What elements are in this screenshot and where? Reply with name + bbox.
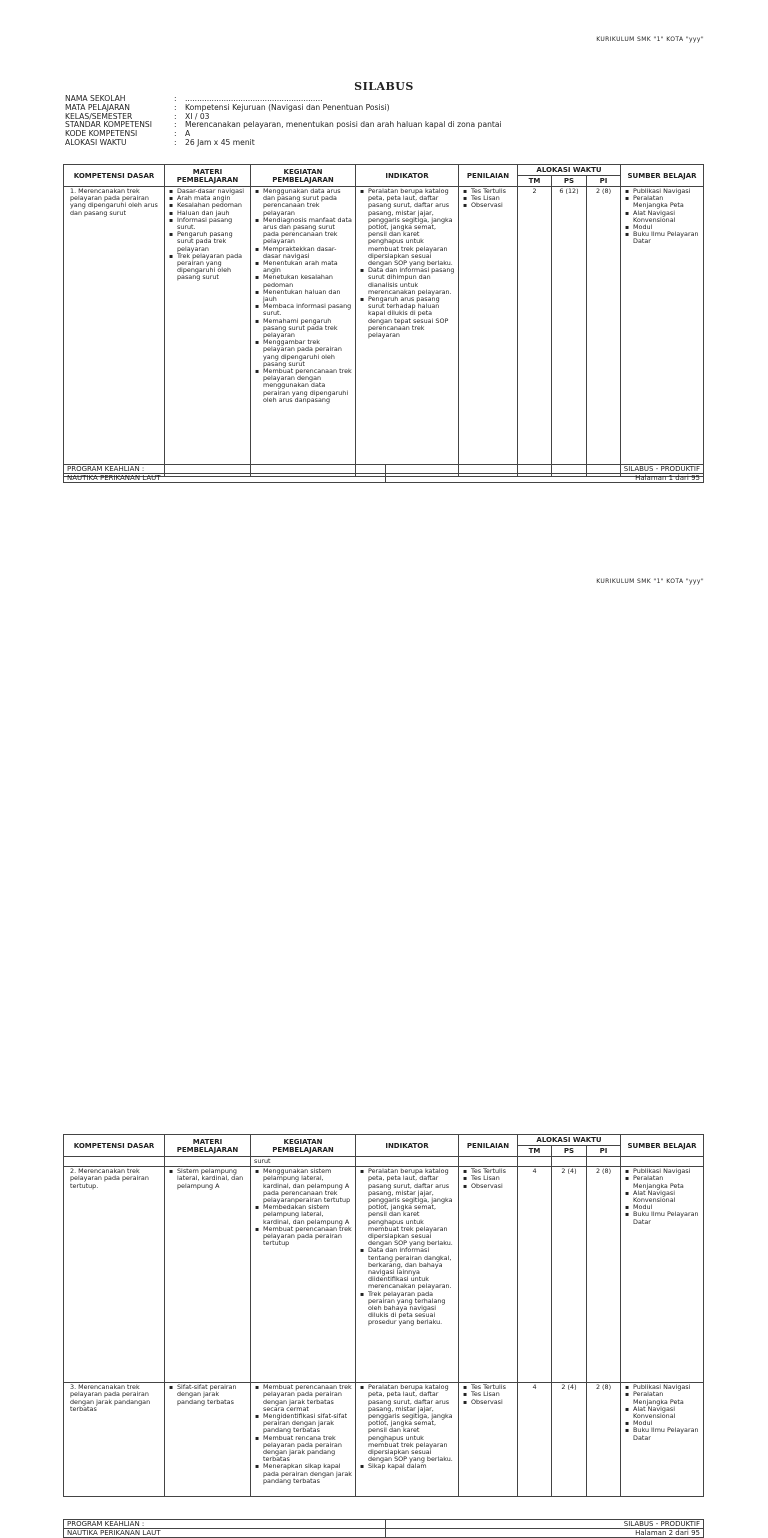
sumber-item: ▪ Modul: [633, 1420, 700, 1427]
sumber-item: ▪ Alat Navigasi Konvensional: [633, 1406, 700, 1420]
header-alokasi: ALOKASI WAKTU: [518, 165, 621, 176]
kompetensi-cell: 1. Merencanakan trek pelayaran pada perairan yang dipengaruhi oleh arus dan pasang surut: [64, 187, 165, 477]
sumber-cell: [621, 1383, 704, 1497]
kegiatan-cell: [251, 1167, 356, 1383]
tm-cell: 4: [518, 1383, 552, 1497]
sumber-item: ▪ Buku Ilmu Pelayaran Datar: [633, 1427, 700, 1441]
info-colon: :: [174, 102, 177, 112]
table-row: [64, 187, 704, 477]
info-label: ALOKASI WAKTU: [65, 137, 127, 147]
kompetensi-cell: 3. Merencanakan trek pelayaran pada perairan dengan jarak pandangan terbatas: [64, 1383, 165, 1497]
indikator-item: ▪ Peralatan berupa katalog peta, peta laut, daftar pasang surut, daftar arus pasang, mistar jajar, penggaris segitiga, jangka potlot, jangka semat, pensil dan karet penghapus untuk membuat trek pelayaran dipersiapkan sesuai dengan SOP yang berlaku.: [368, 188, 455, 267]
table-row: [64, 1383, 704, 1497]
kegiatan-item: ▪ Membuat perencanaan trek pelayaran dengan menggunakan data perairan yang dipengaruhi oleh arus danpasang: [263, 368, 352, 404]
footer-bidang: NAUTIKA PERIKANAN LAUT: [64, 474, 386, 483]
document-title: SILABUS: [354, 80, 414, 93]
materi-item: ▪ Kesalahan pedoman: [177, 202, 247, 209]
info-colon: :: [174, 129, 177, 139]
header-row: [64, 1135, 704, 1146]
indikator-cell: [356, 1167, 459, 1383]
header-sumber: SUMBER BELAJAR: [621, 165, 704, 187]
penilaian-item: ▪ Tes Tertulis: [471, 1168, 514, 1175]
kegiatan-cell: [251, 187, 356, 477]
materi-item: ▪ Informasi pasang surut.: [177, 217, 247, 231]
document-page-1: [0, 0, 768, 512]
header-alokasi: ALOKASI WAKTU: [518, 1135, 621, 1146]
indikator-item: ▪ Peralatan berupa katalog peta, peta laut, daftar pasang surut, daftar arus pasang, mistar jajar, penggaris segitiga, jangka potlot, jangka semat, pensil dan karet penghapus untuk membuat trek pelayaran dipersiapkan sesuai dengan SOP yang berlaku.: [368, 1168, 455, 1247]
footer-silabus: SILABUS - PRODUKTIF: [386, 465, 704, 474]
kegiatan-item: ▪ Menentukan haluan dan jauh: [263, 289, 352, 303]
sumber-item: ▪ Peralatan Menjangka Peta: [633, 195, 700, 209]
header-ps: PS: [552, 1146, 587, 1157]
indikator-item: ▪ Trek pelayaran pada perairan yang terhalang oleh bahaya navigasi dilukis di peta sesuai prosedur yang berlaku.: [368, 1291, 455, 1327]
indikator-item: ▪ Pengaruh arus pasang surut terhadap haluan kapal dilukis di peta dengan tepat sesuai SOP perencanaan trek pelayaran: [368, 296, 455, 339]
materi-item: ▪ Haluan dan jauh: [177, 210, 247, 217]
silabus-table-page-2: [63, 1134, 704, 1497]
kegiatan-item: ▪ Menerapkan sikap kapal pada perairan dengan jarak pandang terbatas: [263, 1463, 352, 1485]
ps-cell: 6 (12): [552, 187, 587, 477]
kegiatan-item: ▪ Mendiagnosis manfaat data arus dan pasang surut pada perencanaan trek pelayaran: [263, 217, 352, 246]
info-value: XI / 03: [185, 111, 210, 121]
sumber-item: ▪ Buku Ilmu Pelayaran Datar: [633, 1211, 700, 1225]
info-label: NAMA SEKOLAH: [65, 94, 126, 103]
materi-cell: [165, 1167, 251, 1383]
info-label: KODE KOMPETENSI: [65, 129, 138, 139]
sumber-item: ▪ Publikasi Navigasi: [633, 1384, 700, 1391]
sumber-item: ▪ Publikasi Navigasi: [633, 188, 700, 195]
materi-item: ▪ Arah mata angin: [177, 195, 247, 202]
sumber-cell: [621, 1167, 704, 1383]
kegiatan-item: ▪ Memahami pengaruh pasang surut pada trek pelayaran: [263, 318, 352, 340]
header-penilaian: PENILAIAN: [459, 165, 518, 187]
table-header: [64, 1135, 704, 1157]
info-row: [65, 130, 502, 139]
kegiatan-item: ▪ Menggambar trek pelayaran pada perairan yang dipengaruhi oleh pasang surut: [263, 339, 352, 368]
kegiatan-item: ▪ Membuat perencanaan trek pelayaran pada perairan dengan jarak terbatas secara cermat: [263, 1384, 352, 1413]
kegiatan-item: ▪ Menggunakan data arus dan pasang surut pada perencanaan trek pelayaran: [263, 188, 352, 217]
header-indikator: INDIKATOR: [356, 1135, 459, 1157]
header-penilaian: PENILAIAN: [459, 1135, 518, 1157]
pi-cell: 2 (8): [587, 187, 621, 477]
penilaian-item: ▪ Tes Lisan: [471, 1391, 514, 1398]
info-label: STANDAR KOMPETENSI: [65, 120, 152, 130]
info-value: Merencanakan pelayaran, menentukan posisi dan arah haluan kapal di zona pantai: [185, 120, 502, 130]
header-pi: PI: [587, 176, 621, 187]
info-colon: :: [174, 120, 177, 130]
header-pi: PI: [587, 1146, 621, 1157]
header-kegiatan: KEGIATAN PEMBELAJARAN: [251, 1135, 356, 1157]
sumber-item: ▪ Modul: [633, 1204, 700, 1211]
kegiatan-item: ▪ Menetukan kesalahan pedoman: [263, 274, 352, 288]
penilaian-item: ▪ Tes Tertulis: [471, 1384, 514, 1391]
footer-halaman: Halaman 1 dari 95: [386, 474, 704, 483]
kegiatan-item: ▪ Menentukan arah mata angin: [263, 260, 352, 274]
header-tm: TM: [518, 1146, 552, 1157]
info-label: KELAS/SEMESTER: [65, 111, 133, 121]
header-kegiatan: KEGIATAN PEMBELAJARAN: [251, 165, 356, 187]
penilaian-cell: [459, 1167, 518, 1383]
tm-cell: 2: [518, 187, 552, 477]
header-sumber: SUMBER BELAJAR: [621, 1135, 704, 1157]
indikator-item: ▪ Data dan informasi pasang surut dihimpun dan dianalisis untuk merencanakan pelayaran.: [368, 267, 455, 296]
indikator-item: ▪ Data dan informasi tentang perairan dangkal, berkarang, dan bahaya navigasi lainnya diidentifikasi untuk merencanakan pelayaran.: [368, 1247, 455, 1290]
pi-cell: 2 (8): [587, 1383, 621, 1497]
materi-item: ▪ Sistem pelampung lateral, kardinal, dan pelampung A: [177, 1168, 247, 1190]
footer-program: PROGRAM KEAHLIAN :: [64, 465, 386, 474]
page-footer-1: [63, 464, 704, 483]
sumber-item: ▪ Publikasi Navigasi: [633, 1168, 700, 1175]
info-colon: :: [174, 111, 177, 121]
info-label: MATA PELAJARAN: [65, 102, 130, 112]
ps-cell: 2 (4): [552, 1383, 587, 1497]
footer-program: PROGRAM KEAHLIAN :: [64, 1520, 386, 1529]
kegiatan-item: ▪ Membedakan sistem pelampung lateral, kardinal, dan pelampung A: [263, 1204, 352, 1226]
header-indikator: INDIKATOR: [356, 165, 459, 187]
penilaian-cell: [459, 187, 518, 477]
indikator-cell: [356, 1383, 459, 1497]
penilaian-item: ▪ Tes Tertulis: [471, 188, 514, 195]
materi-item: ▪ Dasar-dasar navigasi: [177, 188, 247, 195]
continued-text: surut: [251, 1157, 356, 1167]
page-header-text: KURIKULUM SMK "1" KOTA "yyy": [596, 578, 704, 585]
sumber-item: ▪ Peralatan Menjangka Peta: [633, 1175, 700, 1189]
header-materi: MATERI PEMBELAJARAN: [165, 165, 251, 187]
info-colon: :: [174, 137, 177, 147]
kegiatan-item: ▪ Membuat rencana trek pelayaran pada perairan dengan jarak pandang terbatas: [263, 1435, 352, 1464]
materi-item: ▪ Sifat-sifat perairan dengan jarak pandang terbatas: [177, 1384, 247, 1406]
materi-item: ▪ Pengaruh pasang surut pada trek pelayaran: [177, 231, 247, 253]
kegiatan-cell: [251, 1383, 356, 1497]
page-header-text: KURIKULUM SMK "1" KOTA "yyy": [596, 36, 704, 43]
kegiatan-item: ▪ Mengidentifikasi sifat-sifat perairan dengan jarak pandang terbatas: [263, 1413, 352, 1435]
indikator-cell: [356, 187, 459, 477]
silabus-table-page-1: [63, 164, 704, 477]
kompetensi-cell: 2. Merencanakan trek pelayaran pada perairan tertutup.: [64, 1167, 165, 1383]
footer-silabus: SILABUS - PRODUKTIF: [386, 1520, 704, 1529]
penilaian-item: ▪ Tes Lisan: [471, 195, 514, 202]
materi-cell: [165, 187, 251, 477]
indikator-item: ▪ Sikap kapal dalam: [368, 1463, 455, 1470]
header-materi: MATERI PEMBELAJARAN: [165, 1135, 251, 1157]
sumber-item: ▪ Modul: [633, 224, 700, 231]
header-ps: PS: [552, 176, 587, 187]
ps-cell: 2 (4): [552, 1167, 587, 1383]
kegiatan-item: ▪ Membuat perencanaan trek pelayaran pada perairan tertutup: [263, 1226, 352, 1248]
sumber-item: ▪ Alat Navigasi Konvensional: [633, 1190, 700, 1204]
info-block: [65, 95, 502, 148]
sumber-item: ▪ Alat Navigasi Konvensional: [633, 210, 700, 224]
document-page-2: [0, 512, 768, 1537]
info-value: A: [185, 129, 191, 139]
materi-item: ▪ Trek pelayaran pada perairan yang dipengaruhi oleh pasang surut: [177, 253, 247, 282]
header-kompetensi: KOMPETENSI DASAR: [64, 165, 165, 187]
materi-cell: [165, 1383, 251, 1497]
kegiatan-item: ▪ Mempraktekkan dasar-dasar navigasi: [263, 246, 352, 260]
tm-cell: 4: [518, 1167, 552, 1383]
kegiatan-item: ▪ Menggunakan sistem pelampung lateral, kardinal, dan pelampung A pada perencanaan trek pelayaranperairan tertutup: [263, 1168, 352, 1204]
footer-bidang: NAUTIKA PERIKANAN LAUT: [64, 1529, 386, 1538]
penilaian-item: ▪ Observasi: [471, 202, 514, 209]
table-body: [64, 187, 704, 477]
info-colon: :: [174, 94, 177, 103]
info-row: [65, 139, 502, 148]
table-body: [64, 1157, 704, 1497]
sumber-item: ▪ Buku Ilmu Pelayaran Datar: [633, 231, 700, 245]
info-value: 26 Jam x 45 menit: [185, 137, 255, 147]
sumber-cell: [621, 187, 704, 477]
page-footer-2: [63, 1519, 704, 1538]
info-value: .........................................................: [185, 94, 323, 103]
penilaian-cell: [459, 1383, 518, 1497]
penilaian-item: ▪ Observasi: [471, 1399, 514, 1406]
info-value: Kompetensi Kejuruan (Navigasi dan Penentuan Posisi): [185, 102, 390, 112]
sumber-item: ▪ Peralatan Menjangka Peta: [633, 1391, 700, 1405]
continuation-row: [64, 1157, 704, 1167]
kegiatan-item: ▪ Membaca informasi pasang surut.: [263, 303, 352, 317]
header-kompetensi: KOMPETENSI DASAR: [64, 1135, 165, 1157]
penilaian-item: ▪ Observasi: [471, 1183, 514, 1190]
penilaian-item: ▪ Tes Lisan: [471, 1175, 514, 1182]
indikator-item: ▪ Peralatan berupa katalog peta, peta laut, daftar pasang surut, daftar arus pasang, mistar jajar, penggaris segitiga, jangka potlot, jangka semat, pensil dan karet penghapus untuk membuat trek pelayaran dipersiapkan sesuai dengan SOP yang berlaku.: [368, 1384, 455, 1463]
header-tm: TM: [518, 176, 552, 187]
footer-halaman: Halaman 2 dari 95: [386, 1529, 704, 1538]
table-header: [64, 165, 704, 187]
table-row: [64, 1167, 704, 1383]
header-row: [64, 165, 704, 176]
pi-cell: 2 (8): [587, 1167, 621, 1383]
